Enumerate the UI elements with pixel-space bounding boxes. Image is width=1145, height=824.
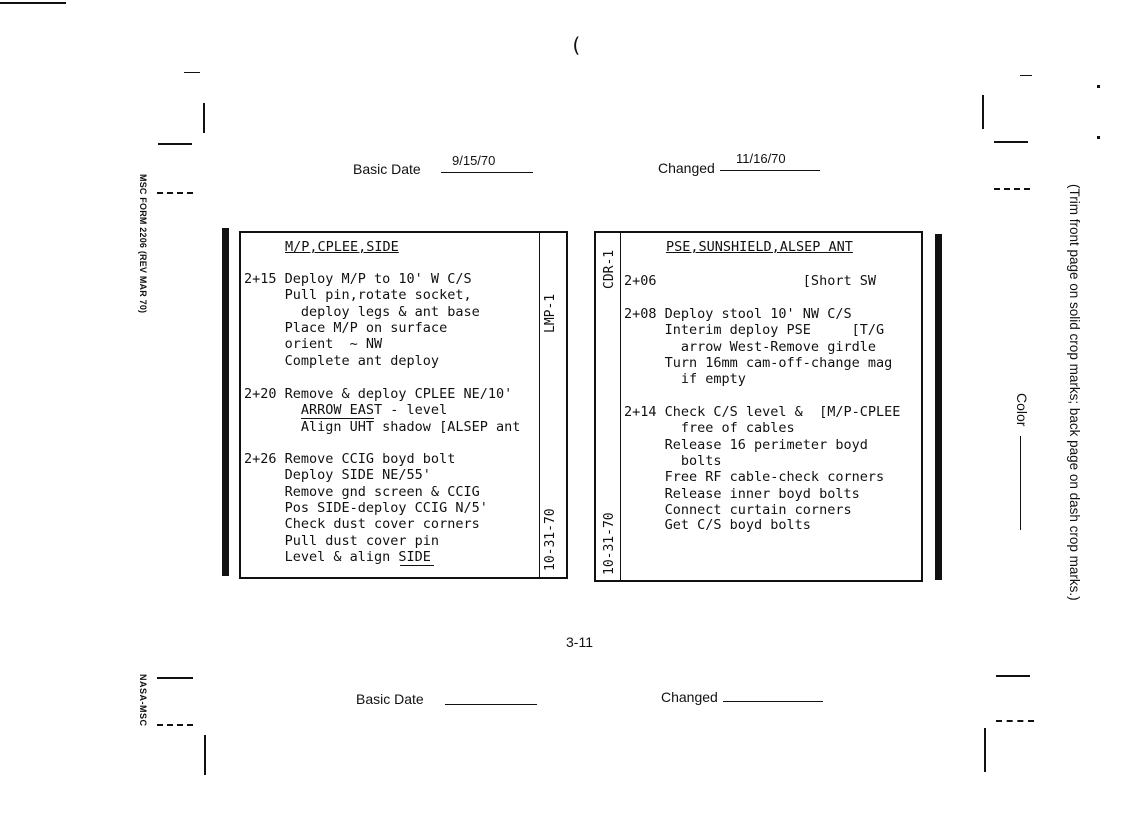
crop-mark [184,72,200,73]
list-item: Connect curtain corners [624,502,852,518]
header-changed-value: 11/16/70 [736,151,786,166]
page-number: 3-11 [566,634,593,650]
list-item: Pull dust cover pin [244,533,440,549]
list-item: Level & align SIDE [244,549,431,565]
list-item: Pull pin,rotate socket, [244,287,472,303]
list-item: Complete ant deploy [244,353,440,369]
list-item: Get C/S boyd bolts [624,517,811,533]
left-card-spine [222,228,229,576]
paren-mark: ( [570,33,583,57]
crop-mark [158,143,192,145]
underline-accent [301,418,374,419]
list-item: 2+08 Deploy stool 10' NW C/S [624,306,852,322]
header-changed-underline [720,170,820,171]
list-item: 2+15 Deploy M/P to 10' W C/S [244,271,472,287]
right-card-tab-bottom: 10-31-70 [602,512,617,575]
right-card [594,231,923,582]
crop-mark [203,103,205,133]
left-card-tab-top: LMP-1 [543,293,558,333]
list-item: deploy legs & ant base [244,304,480,320]
list-item: 2+20 Remove & deploy CPLEE NE/10' [244,386,513,402]
underline-accent [400,565,434,566]
footer-changed-underline [723,701,823,702]
crop-mark [982,95,984,129]
speck [1097,136,1100,139]
list-item: Release 16 perimeter boyd [624,437,868,453]
list-item: Release inner boyd bolts [624,486,860,502]
right-card-spine [935,234,942,580]
left-card [239,231,568,579]
crop-mark [204,735,206,775]
crop-mark [157,677,193,679]
left-card-tab-divider [539,233,540,577]
list-item: Free RF cable-check corners [624,469,885,485]
list-item: 2+14 Check C/S level & [M/P-CPLEE [624,404,901,420]
crop-dash-mark [994,188,1030,190]
crop-dash-mark [996,720,1034,722]
footer-basic-date-underline [445,704,537,705]
org-label: NASA-MSC [138,674,148,727]
color-label: Color [1014,393,1030,427]
crop-dash-mark [157,192,193,194]
list-item: if empty [624,371,746,387]
crop-mark [984,728,986,772]
list-item: ARROW EAST - level [244,402,448,418]
list-item: orient ~ NW [244,336,383,352]
left-card-title: M/P,CPLEE,SIDE [285,239,399,255]
right-card-tab-top: CDR-1 [602,249,617,289]
list-item: Interim deploy PSE [T/G [624,322,885,338]
left-card-tab-bottom: 10-31-70 [543,508,558,571]
right-card-tab-divider [620,233,621,580]
crop-mark [996,675,1030,677]
header-changed-label: Changed [658,160,715,176]
crop-mark [0,2,66,4]
crop-dash-mark [157,724,193,726]
list-item: bolts [624,453,722,469]
header-basic-date-label: Basic Date [353,161,421,177]
right-card-title: PSE,SUNSHIELD,ALSEP ANT [666,239,853,255]
list-item: arrow West-Remove girdle [624,339,876,355]
list-item: Check dust cover corners [244,516,480,532]
list-item: Remove gnd screen & CCIG [244,484,480,500]
crop-mark [1020,75,1032,76]
footer-basic-date-label: Basic Date [356,691,424,707]
list-item: Align UHT shadow [ALSEP ant [244,419,521,435]
color-line [1020,436,1021,530]
list-item: 2+26 Remove CCIG boyd bolt [244,451,456,467]
list-item: Turn 16mm cam-off-change mag [624,355,893,371]
footer-changed-label: Changed [661,689,718,705]
form-number-label: MSC FORM 2206 (REV MAR 70) [138,174,148,314]
list-item: Deploy SIDE NE/55' [244,467,431,483]
crop-mark [994,141,1028,143]
header-basic-date-value: 9/15/70 [452,153,496,168]
list-item: free of cables [624,420,795,436]
list-item: 2+06 [Short SW [624,273,876,289]
speck [1097,85,1100,88]
list-item: Place M/P on surface [244,320,448,336]
trim-instruction: (Trim front page on solid crop marks; back page on dash crop marks.) [1067,184,1082,601]
list-item: Pos SIDE-deploy CCIG N/5' [244,500,488,516]
header-basic-date-underline [441,172,533,173]
